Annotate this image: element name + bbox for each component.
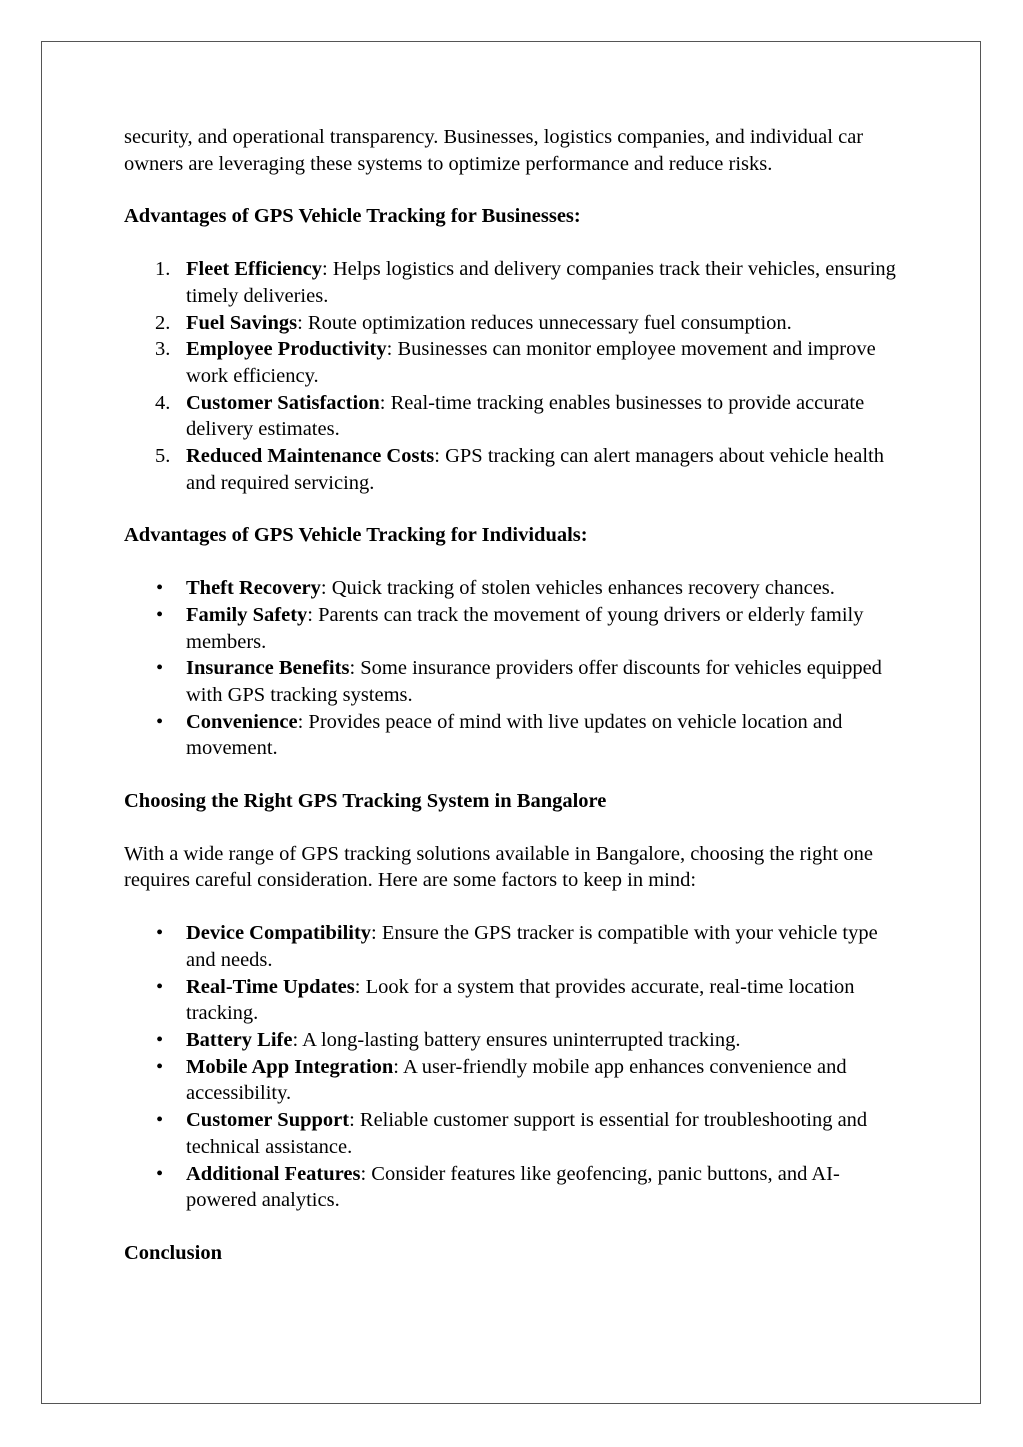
choosing-heading: Choosing the Right GPS Tracking System in Bangalore: [124, 790, 607, 813]
item-term: Mobile App Integration: [186, 1055, 394, 1078]
item-term: Employee Productivity: [186, 338, 387, 361]
list-item: [186, 1027, 904, 1054]
item-desc: : Ensure the GPS tracker is compatible with your vehicle type and needs.: [186, 922, 878, 971]
list-item: [186, 310, 904, 337]
item-desc: : Provides peace of mind with live updates on vehicle location and movement.: [186, 710, 843, 760]
item-desc: : GPS tracking can alert managers about vehicle health and required servicing.: [186, 445, 884, 494]
choosing-paragraph: With a wide range of GPS tracking solutions available in Bangalore, choosing the right one requires careful consideration. Here are some factors to keep in mind:: [124, 842, 873, 892]
item-term: Customer Satisfaction: [186, 391, 380, 414]
item-desc: : A user-friendly mobile app enhances convenience and accessibility.: [186, 1055, 847, 1105]
item-term: Family Safety: [186, 603, 308, 626]
item-term: Theft Recovery: [186, 577, 321, 600]
item-term: Fuel Savings: [186, 311, 298, 334]
item-desc: : Some insurance providers offer discounts for vehicles equipped with GPS tracking systems.: [186, 657, 882, 706]
list-item: [186, 1161, 904, 1214]
item-desc: : A long-lasting battery ensures uninterrupted tracking.: [292, 1028, 741, 1051]
list-item: [186, 709, 904, 762]
list-item: [186, 1054, 904, 1107]
list-item: [186, 390, 904, 443]
item-term: Additional Features: [186, 1162, 361, 1185]
conclusion-heading: Conclusion: [124, 1241, 222, 1264]
business-heading: Advantages of GPS Vehicle Tracking for Businesses:: [124, 205, 581, 228]
list-item: [186, 336, 904, 389]
list-item: [186, 575, 904, 602]
item-term: Insurance Benefits: [186, 657, 350, 680]
item-term: Fleet Efficiency: [186, 258, 323, 281]
item-term: Customer Support: [186, 1109, 350, 1132]
item-desc: : Real-time tracking enables businesses to provide accurate delivery estimates.: [186, 391, 865, 441]
item-term: Real-Time Updates: [186, 975, 355, 998]
item-term: Convenience: [186, 710, 298, 733]
document-body: [124, 124, 904, 1293]
item-desc: : Quick tracking of stolen vehicles enhances recovery chances.: [320, 577, 835, 600]
item-term: Device Compatibility: [186, 922, 372, 945]
item-desc: : Businesses can monitor employee movement and improve work efficiency.: [186, 338, 876, 387]
intro-paragraph: security, and operational transparency. Businesses, logistics companies, and individual car owners are leveraging these systems to optimize performance and reduce risks.: [124, 126, 864, 175]
list-item: [186, 602, 904, 655]
item-desc: : Look for a system that provides accurate, real-time location tracking.: [186, 975, 855, 1025]
list-item: [186, 443, 904, 496]
item-desc: : Consider features like geofencing, panic buttons, and AI-powered analytics.: [186, 1162, 840, 1212]
list-item: [186, 655, 904, 708]
list-item: [186, 920, 904, 973]
item-desc: : Helps logistics and delivery companies track their vehicles, ensuring timely deliveries.: [186, 258, 896, 307]
list-item: [186, 1107, 904, 1160]
item-term: Reduced Maintenance Costs: [186, 445, 435, 468]
list-item: [186, 974, 904, 1027]
item-desc: : Reliable customer support is essential for troubleshooting and technical assistance.: [186, 1109, 868, 1158]
business-advantages-list: [124, 256, 904, 496]
individuals-heading: Advantages of GPS Vehicle Tracking for Individuals:: [124, 524, 588, 547]
item-term: Battery Life: [186, 1028, 293, 1051]
individual-advantages-list: [124, 575, 904, 762]
list-item: [186, 256, 904, 309]
item-desc: : Route optimization reduces unnecessary fuel consumption.: [297, 311, 792, 334]
choosing-factors-list: [124, 920, 904, 1214]
item-desc: : Parents can track the movement of young drivers or elderly family members.: [186, 603, 864, 653]
